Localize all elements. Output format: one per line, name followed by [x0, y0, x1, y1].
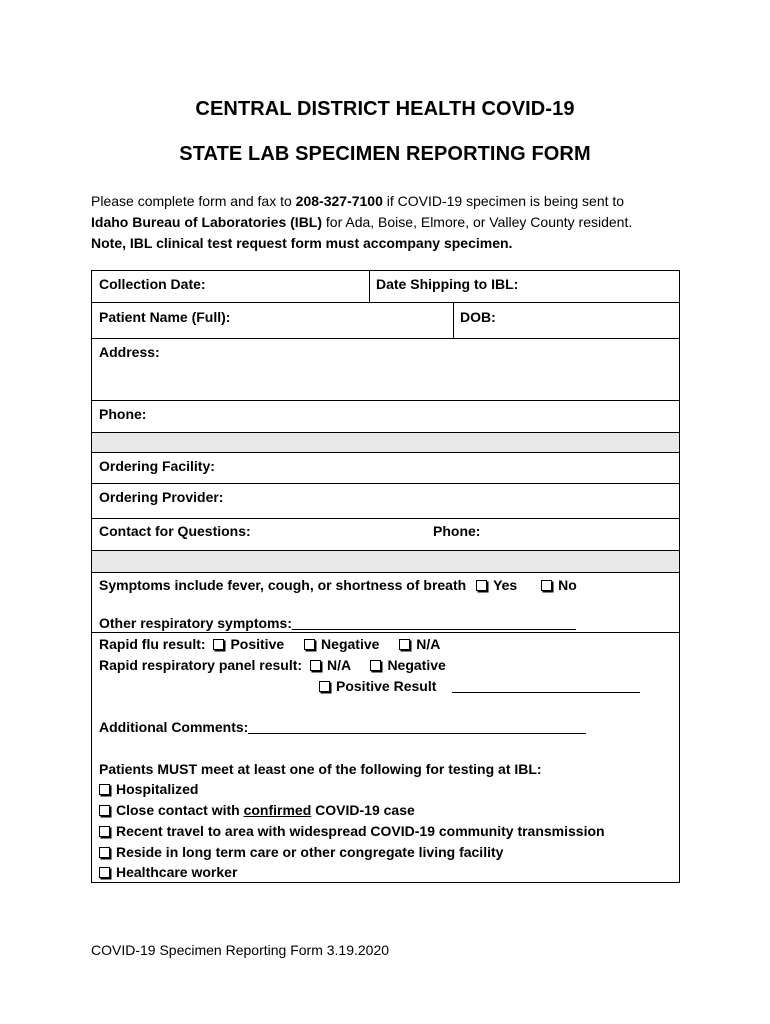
checkbox-icon[interactable] [319, 681, 330, 692]
criteria-item [99, 781, 198, 797]
panel-result [99, 657, 446, 673]
flu-na: N/A [416, 636, 441, 652]
intro-text-part: for Ada, Boise, Elmore, or Valley County resident. [322, 214, 633, 230]
patient-name-label: Patient Name (Full): [99, 309, 231, 325]
intro-text-part: if COVID-19 specimen is being sent to [382, 193, 625, 209]
address-label: Address: [99, 344, 160, 360]
comments-label: Additional Comments: [99, 719, 249, 735]
phone-label: Phone: [99, 406, 147, 422]
symptoms-question-text: Symptoms include fever, cough, or shortness of breath [99, 577, 467, 593]
lab-name: Idaho Bureau of Laboratories (IBL) [91, 214, 323, 230]
criteria-close-b: COVID-19 case [311, 802, 415, 818]
panel-negative: Negative [387, 657, 446, 673]
checkbox-icon[interactable] [99, 847, 110, 858]
intro-note: Note, IBL clinical test request form must accompany specimen. [91, 235, 513, 251]
row-tests-criteria [92, 633, 679, 883]
footer-text: COVID-19 Specimen Reporting Form 3.19.2020 [91, 942, 390, 958]
date-shipping-label: Date Shipping to IBL: [376, 276, 519, 292]
row-ordering-facility [92, 453, 679, 484]
additional-comments [99, 719, 586, 735]
ordering-facility-label: Ordering Facility: [99, 458, 215, 474]
flu-result [99, 636, 440, 652]
row-collection [92, 271, 679, 303]
panel-positive [319, 678, 640, 694]
row-ordering-provider [92, 484, 679, 519]
collection-date-label: Collection Date: [99, 276, 206, 292]
comments-line[interactable] [248, 720, 586, 734]
criteria-care: Reside in long term care or other congregate living facility [116, 844, 504, 860]
flu-negative: Negative [321, 636, 380, 652]
dob-label: DOB: [460, 309, 496, 325]
symptoms-question [99, 577, 577, 593]
row-address [92, 339, 679, 401]
criteria-hospitalized: Hospitalized [116, 781, 199, 797]
checkbox-icon[interactable] [541, 580, 552, 591]
shaded-separator [92, 551, 679, 573]
checkbox-icon[interactable] [304, 639, 315, 650]
checkbox-icon[interactable] [370, 660, 381, 671]
checkbox-icon[interactable] [310, 660, 321, 671]
panel-na: N/A [326, 657, 351, 673]
contact-phone-label: Phone: [433, 523, 481, 539]
form-title-line2: STATE LAB SPECIMEN REPORTING FORM [179, 143, 591, 165]
checkbox-icon[interactable] [99, 784, 110, 795]
criteria-item [99, 823, 605, 839]
checkbox-icon[interactable] [99, 867, 110, 878]
flu-positive: Positive [230, 636, 285, 652]
specimen-form [91, 270, 680, 883]
row-phone [92, 401, 679, 433]
symptoms-no: No [558, 577, 577, 593]
other-symptoms-label: Other respiratory symptoms: [99, 615, 292, 631]
criteria-close-u: confirmed [243, 802, 312, 818]
shaded-separator [92, 433, 679, 453]
other-symptoms-line[interactable] [292, 616, 576, 630]
checkbox-icon[interactable] [99, 805, 110, 816]
ordering-provider-label: Ordering Provider: [99, 489, 224, 505]
checkbox-icon[interactable] [399, 639, 410, 650]
criteria-travel: Recent travel to area with widespread COVID-19 community transmission [116, 823, 605, 839]
panel-label: Rapid respiratory panel result: [99, 657, 303, 673]
symptoms-yes: Yes [493, 577, 518, 593]
form-title-line1: CENTRAL DISTRICT HEALTH COVID-19 [195, 98, 575, 120]
criteria-heading: Patients MUST meet at least one of the following for testing at IBL: [99, 761, 542, 777]
criteria-item [99, 864, 237, 880]
intro-text [91, 191, 691, 254]
row-contact [92, 519, 679, 551]
fax-number: 208-327-7100 [295, 193, 383, 209]
flu-label: Rapid flu result: [99, 636, 206, 652]
contact-label: Contact for Questions: [99, 523, 251, 539]
other-symptoms [99, 615, 576, 631]
panel-positive-line[interactable] [452, 679, 640, 693]
intro-text-part: Please complete form and fax to [91, 193, 296, 209]
criteria-hcw: Healthcare worker [116, 864, 238, 880]
panel-positive-label: Positive Result [336, 678, 437, 694]
checkbox-icon[interactable] [476, 580, 487, 591]
criteria-item [99, 844, 503, 860]
row-patient [92, 303, 679, 339]
checkbox-icon[interactable] [99, 826, 110, 837]
criteria-close-a: Close contact with [116, 802, 244, 818]
row-symptoms [92, 573, 679, 633]
checkbox-icon[interactable] [213, 639, 224, 650]
criteria-item [99, 802, 415, 818]
